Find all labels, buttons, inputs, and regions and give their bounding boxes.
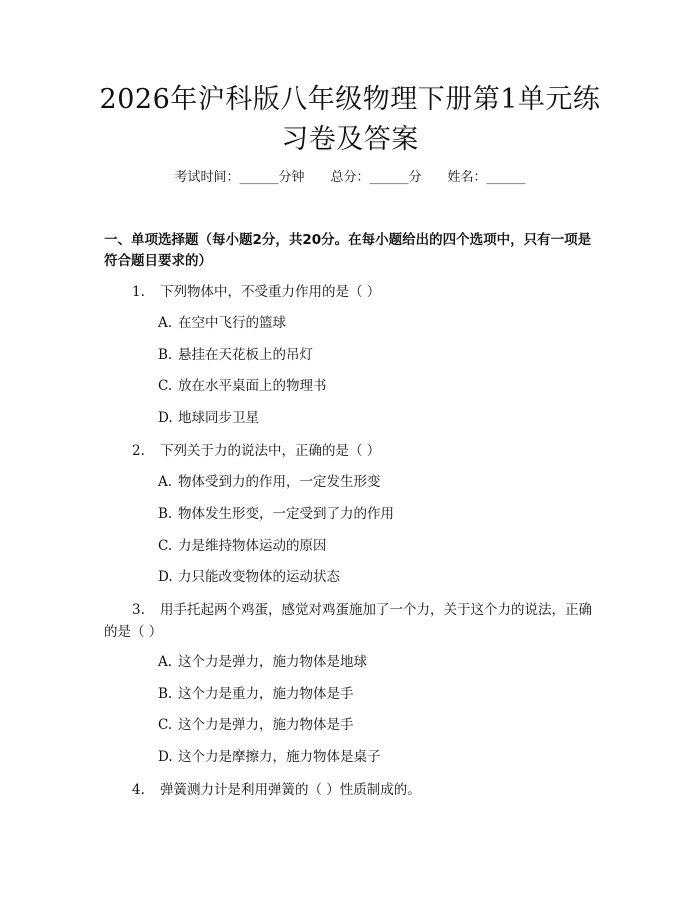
option-text: 这个力是弹力，施力物体是手 [178, 717, 354, 733]
exam-time-field: 考试时间：______分钟 [174, 170, 305, 185]
student-name-field: 姓名：______ [447, 170, 526, 185]
question-3-continued [104, 621, 162, 643]
question-number: 1. [132, 284, 145, 300]
question-number: 2. [132, 443, 145, 459]
option-letter: A. [158, 474, 173, 490]
option-text: 地球同步卫星 [178, 410, 259, 426]
question-1-option-b [158, 345, 313, 365]
question-2-option-a [158, 472, 381, 492]
question-1-option-c [158, 376, 327, 396]
option-letter: C. [158, 378, 173, 394]
question-3-option-a [158, 652, 367, 672]
question-2-option-b [158, 504, 394, 524]
option-text: 力只能改变物体的运动状态 [178, 569, 340, 585]
question-1-option-d [158, 408, 259, 428]
question-number: 3. [132, 602, 145, 618]
option-text: 物体受到力的作用，一定发生形变 [178, 474, 381, 490]
total-score-field: 总分：______分 [330, 170, 422, 185]
option-letter: C. [158, 717, 173, 733]
option-text: 这个力是重力，施力物体是手 [178, 686, 354, 702]
question-text: 弹簧测力计是利用弹簧的（ ）性质制成的。 [160, 782, 421, 798]
question-text-line-2: 的是（ ） [104, 624, 163, 640]
option-letter: A. [158, 315, 173, 331]
question-2-option-c [158, 536, 327, 556]
section-heading: 一、单项选择题（每小题2分，共20分。在每小题给出的四个选项中，只有一项是符合题目要求的） [104, 232, 592, 269]
option-text: 悬挂在天花板上的吊灯 [178, 347, 313, 363]
exam-info-line [0, 169, 700, 187]
option-letter: D. [158, 569, 173, 585]
question-text: 下列关于力的说法中，正确的是（ ） [160, 443, 381, 459]
option-text: 放在水平桌面上的物理书 [178, 378, 327, 394]
option-letter: A. [158, 654, 173, 670]
question-2 [132, 440, 380, 462]
page-title: 2026年沪科版八年级物理下册第1单元练习卷及答案 [99, 84, 601, 155]
question-2-option-d [158, 567, 340, 587]
question-3-option-c [158, 715, 354, 735]
option-letter: B. [158, 506, 173, 522]
question-3 [132, 599, 592, 621]
option-text: 物体发生形变，一定受到了力的作用 [178, 506, 394, 522]
option-letter: D. [158, 749, 173, 765]
question-text-line-1: 用手托起两个鸡蛋，感觉对鸡蛋施加了一个力，关于这个力的说法，正确 [160, 602, 592, 618]
option-text: 在空中飞行的篮球 [178, 315, 286, 331]
question-3-option-b [158, 684, 354, 704]
option-letter: B. [158, 686, 173, 702]
option-text: 这个力是弹力，施力物体是地球 [178, 654, 367, 670]
option-letter: D. [158, 410, 173, 426]
question-text: 下列物体中，不受重力作用的是（ ） [160, 284, 381, 300]
question-1 [132, 281, 380, 303]
option-letter: C. [158, 538, 173, 554]
question-1-option-a [158, 313, 286, 333]
question-4 [132, 779, 421, 801]
option-text: 力是维持物体运动的原因 [178, 538, 327, 554]
option-text: 这个力是摩擦力，施力物体是桌子 [178, 749, 381, 765]
question-number: 4. [132, 782, 145, 798]
option-letter: B. [158, 347, 173, 363]
question-3-option-d [158, 747, 381, 767]
